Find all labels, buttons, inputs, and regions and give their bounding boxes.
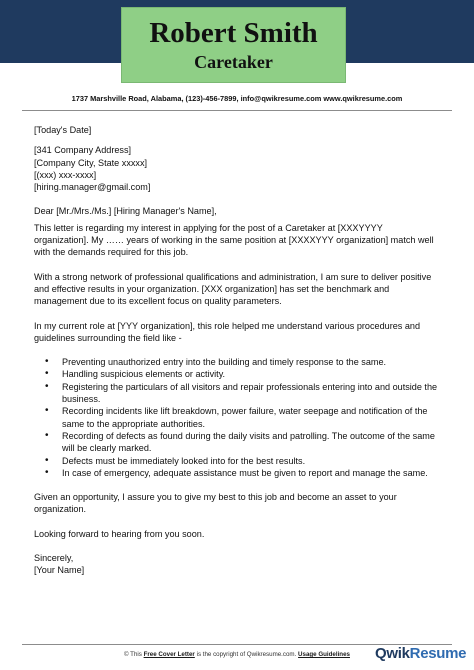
duties-list — [34, 356, 439, 479]
job-title: Caretaker — [194, 52, 273, 72]
list-item: • Registering the particulars of all visitors and repair professionals entering into and outside the business. — [62, 381, 439, 406]
name-box — [121, 7, 346, 83]
footer-copyright: is the copyright of Qwikresume.com. — [196, 651, 297, 658]
paragraph-closing: Given an opportunity, I assure you to give my best to this job and become an asset to your organization. — [34, 492, 397, 515]
salutation: Dear [Mr./Mrs./Ms.] [Hiring Manager's Name], — [34, 206, 217, 217]
free-cover-letter-link[interactable]: Free Cover Letter — [143, 651, 195, 658]
paragraph-qualifications: With a strong network of professional qualifications and administration, I am sure to deliver positive and effective results in your organization. [XXX organization] has set the benchmark and management due to its excellent focus on quality parameters. — [34, 271, 432, 307]
letter-date: [Today's Date] — [34, 125, 92, 135]
address-line: [hiring.manager@gmail.com] — [34, 182, 151, 193]
qwikresume-logo — [375, 645, 466, 662]
address-line: [(xxx) xxx-xxxx] — [34, 169, 97, 180]
list-item: • Handling suspicious elements or activity. — [62, 368, 439, 380]
footer-prefix: © This — [124, 651, 142, 658]
paragraph-intro: This letter is regarding my interest in applying for the post of a Caretaker at [XXXYYYY organization]. My …… years of working in the same position at [XXXXYYY organization] match well with the demands required for this job. — [34, 222, 434, 258]
address-line: [341 Company Address] — [34, 145, 132, 156]
paragraph-current-role: In my current role at [YYY organization], this role helped me understand various procedures and guidelines surrounding the field like - — [34, 320, 421, 343]
list-item: • Recording of defects as found during the daily visits and patrolling. The outcome of the same will be clearly marked. — [62, 430, 439, 455]
header-divider — [22, 110, 452, 111]
letter-body — [34, 124, 439, 577]
paragraph-followup: Looking forward to hearing from you soon. — [34, 528, 205, 539]
usage-guidelines-link[interactable]: Usage Guidelines — [298, 651, 350, 658]
logo-part-a: Qwik — [375, 645, 410, 662]
list-item: • In case of emergency, adequate assistance must be given to report and manage the same. — [62, 467, 439, 479]
address-line: [Company City, State xxxxx] — [34, 157, 148, 168]
candidate-name: Robert Smith — [149, 17, 318, 49]
list-item: • Preventing unauthorized entry into the building and timely response to the same. — [62, 356, 439, 368]
list-item: • Defects must be immediately looked into for the best results. — [62, 455, 439, 467]
closing: Sincerely, — [34, 553, 74, 564]
signature: [Your Name] — [34, 565, 85, 576]
list-item: • Recording incidents like lift breakdown, power failure, water seepage and notification of the same to the appropriate authorities. — [62, 405, 439, 430]
contact-line: 1737 Marshville Road, Alabama, (123)-456-7899, info@qwikresume.com www.qwikresume.com — [71, 94, 403, 103]
logo-part-b: Resume — [409, 645, 467, 662]
